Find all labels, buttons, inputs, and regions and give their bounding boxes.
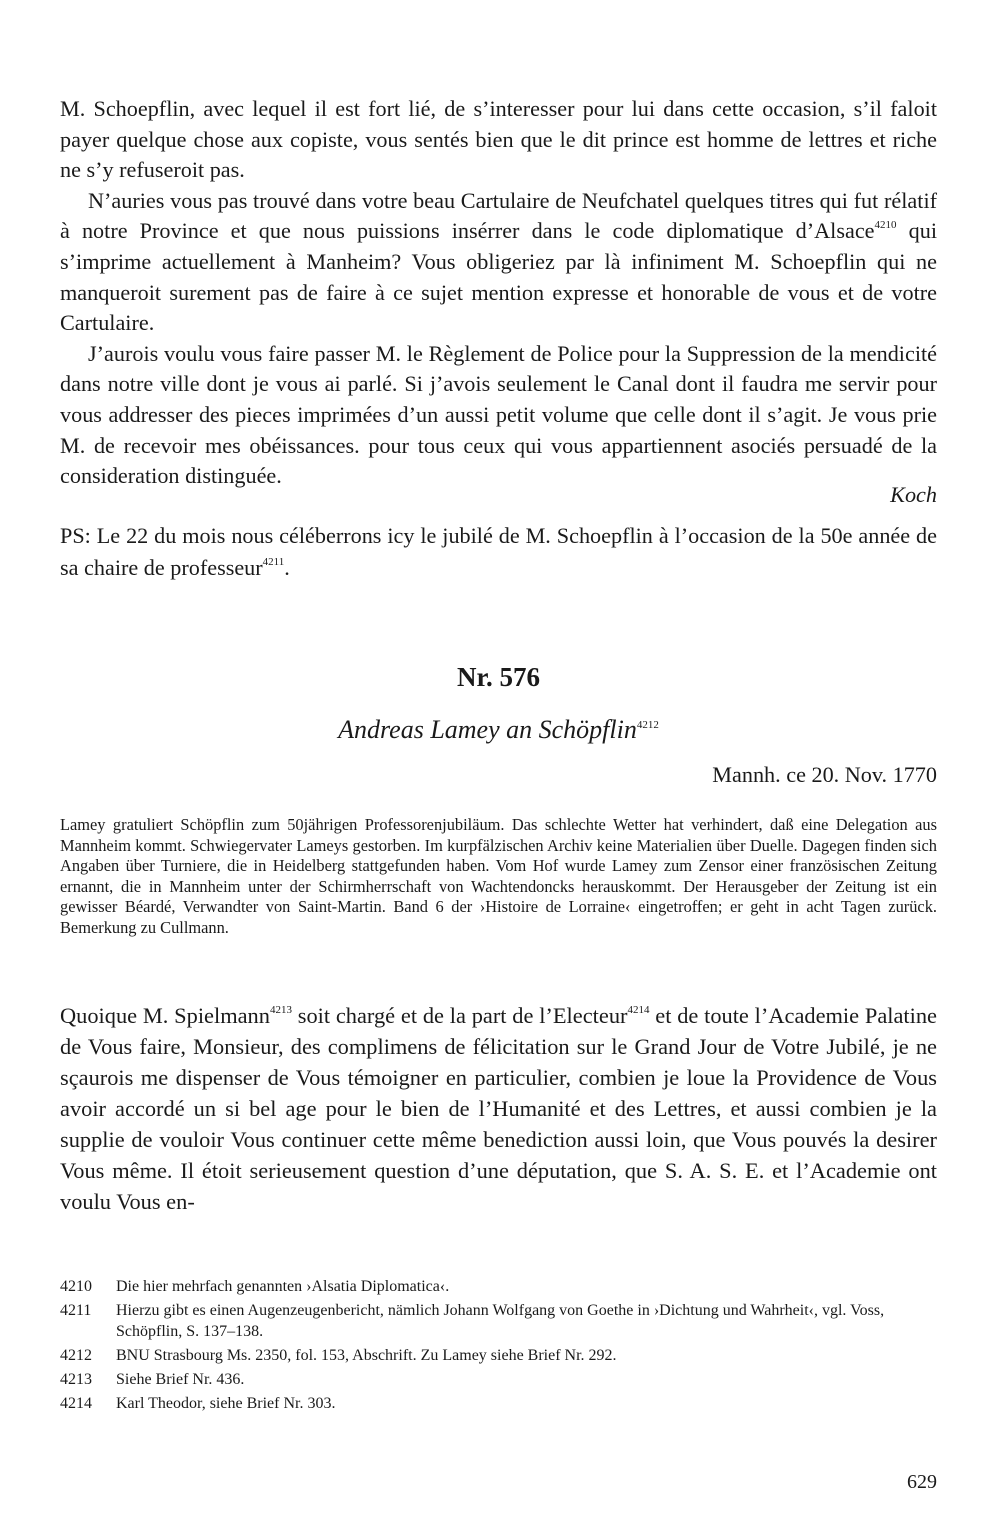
letter-body-paragraph bbox=[60, 1000, 937, 1217]
footnote-ref-4212[interactable]: 4212 bbox=[636, 719, 659, 731]
postscript-text: PS: Le 22 du mois nous céléberrons icy le jubilé de M. Schoepflin à l’occasion de la 50e année de sa chaire de professeur bbox=[60, 523, 937, 580]
letter-number: Nr. 576 bbox=[456, 662, 540, 692]
footnote bbox=[60, 1369, 937, 1390]
footnote-number: 4213 bbox=[60, 1371, 92, 1388]
footnote-ref-4211[interactable]: 4211 bbox=[262, 556, 285, 568]
footnote-number: 4211 bbox=[60, 1302, 92, 1319]
footnote-text: Karl Theodor, siehe Brief Nr. 303. bbox=[116, 1395, 336, 1412]
paragraph-2 bbox=[60, 186, 937, 339]
letter-title bbox=[60, 713, 937, 747]
letter-body bbox=[60, 1000, 937, 1217]
letter-body-text-a: Quoique M. Spielmann bbox=[60, 1003, 270, 1028]
letter-body-text-b: soit chargé et de la part de l’Electeur bbox=[291, 1003, 628, 1028]
footnote-ref-4213[interactable]: 4213 bbox=[269, 1004, 292, 1016]
signature: Koch bbox=[890, 482, 937, 507]
footnote bbox=[60, 1345, 937, 1366]
footnote-text: BNU Strasbourg Ms. 2350, fol. 153, Abschrift. Zu Lamey siehe Brief Nr. 292. bbox=[116, 1347, 617, 1364]
paragraph-1-text: M. Schoepflin, avec lequel il est fort lié, de s’interesser pour lui dans cette occasion, s’il faloit payer quelque chose aux copiste, vous sentés bien que le dit prince est homme de lettres et riche ne s’y refuseroit pas. bbox=[60, 96, 937, 183]
footnote bbox=[60, 1393, 937, 1414]
footnote bbox=[60, 1276, 937, 1297]
previous-letter-text bbox=[60, 94, 937, 492]
letter-title-text: Andreas Lamey an Schöpflin bbox=[338, 715, 637, 744]
paragraph-3 bbox=[60, 339, 937, 492]
paragraph-2-text-a: N’auries vous pas trouvé dans votre beau Cartulaire de Neufchatel quelques titres qui fut rélatif à notre Province et que nous puissions insérrer dans le code diplomatique d’Alsace bbox=[60, 187, 937, 244]
paragraph-2-text-b: qui s’imprime actuellement à Manheim? Vous obligeriez par là infiniment M. Schoepflin qui ne manqueroit surement pas de faire à ce sujet mention expresse et honorable de vous et de votre Cartulaire. bbox=[60, 218, 937, 336]
paragraph-1 bbox=[60, 94, 937, 186]
footnote-number: 4214 bbox=[60, 1395, 92, 1412]
footnote-number: 4212 bbox=[60, 1347, 92, 1364]
footnote-number: 4210 bbox=[60, 1278, 92, 1295]
postscript-end: . bbox=[284, 555, 290, 580]
letter-body-text-c: et de toute l’Academie Palatine de Vous faire, Monsieur, des complimens de félicitation sur le Grand Jour de Votre Jubilé, je ne sçaurois me dispenser de Vous témoigner en particulier, combien je loue la Providence de Vous avoir accordé un si bel age pour le bien de l’Humanité et des Lettres, et aussi combien je la supplie de vouloir Vous continuer cette même benediction aussi loin, que Vous pouvés la desirer Vous même. Il étoit serieusement question d’une députation, que S. A. S. E. et l’Academie ont voulu Vous en- bbox=[60, 1003, 937, 1214]
footnote-text: Siehe Brief Nr. 436. bbox=[116, 1371, 245, 1388]
footnote bbox=[60, 1300, 937, 1342]
footnote-ref-4210[interactable]: 4210 bbox=[874, 219, 897, 232]
page-number: 629 bbox=[907, 1471, 937, 1493]
footnotes bbox=[60, 1276, 937, 1417]
footnote-text: Hierzu gibt es einen Augenzeugenbericht, nämlich Johann Wolfgang von Goethe in ›Dichtung und Wahrheit‹, vgl. Voss, Schöpflin, S. 137–138. bbox=[116, 1302, 885, 1340]
footnote-ref-4214[interactable]: 4214 bbox=[627, 1004, 650, 1016]
postscript bbox=[60, 520, 937, 584]
paragraph-3-text: J’aurois voulu vous faire passer M. le Règlement de Police pour la Suppression de la mendicité dans notre ville dont je vous ai parlé. Si j’avois seulement le Canal dont il faudra me servir pour vous addresser des pieces imprimées d’un aussi petit volume que celle dont il s’agit. Je vous prie M. de recevoir mes obéissances. pour tous ceux qui vous appartiennent asociés persuadé de la consideration distinguée. bbox=[60, 340, 937, 489]
letter-summary: Lamey gratuliert Schöpflin zum 50jährigen Professorenjubiläum. Das schlechte Wetter hat verhindert, daß eine Delegation aus Mannheim kommt. Schwiegervater Lameys gestorben. Im kurpfälzischen Archiv keine Materialien über Duelle. Dagegen finden sich Angaben über Turniere, die in Heidelberg stattgefunden haben. Vom Hof wurde Lamey zum Zensor einer französischen Zeitung ernannt, die in Mannheim unter der Schirmherrschaft von Wachtendoncks herauskommt. Der Herausgeber der Zeitung ist ein gewisser Béardé, Verwandter von Saint-Martin. Band 6 der ›Histoire de Lorraine‹ eingetroffen; er geht in acht Tagen zurück. Bemerkung zu Cullmann. bbox=[60, 815, 937, 937]
letter-dateline: Mannh. ce 20. Nov. 1770 bbox=[712, 762, 937, 787]
footnote-text: Die hier mehrfach genannten ›Alsatia Diplomatica‹. bbox=[116, 1278, 450, 1295]
